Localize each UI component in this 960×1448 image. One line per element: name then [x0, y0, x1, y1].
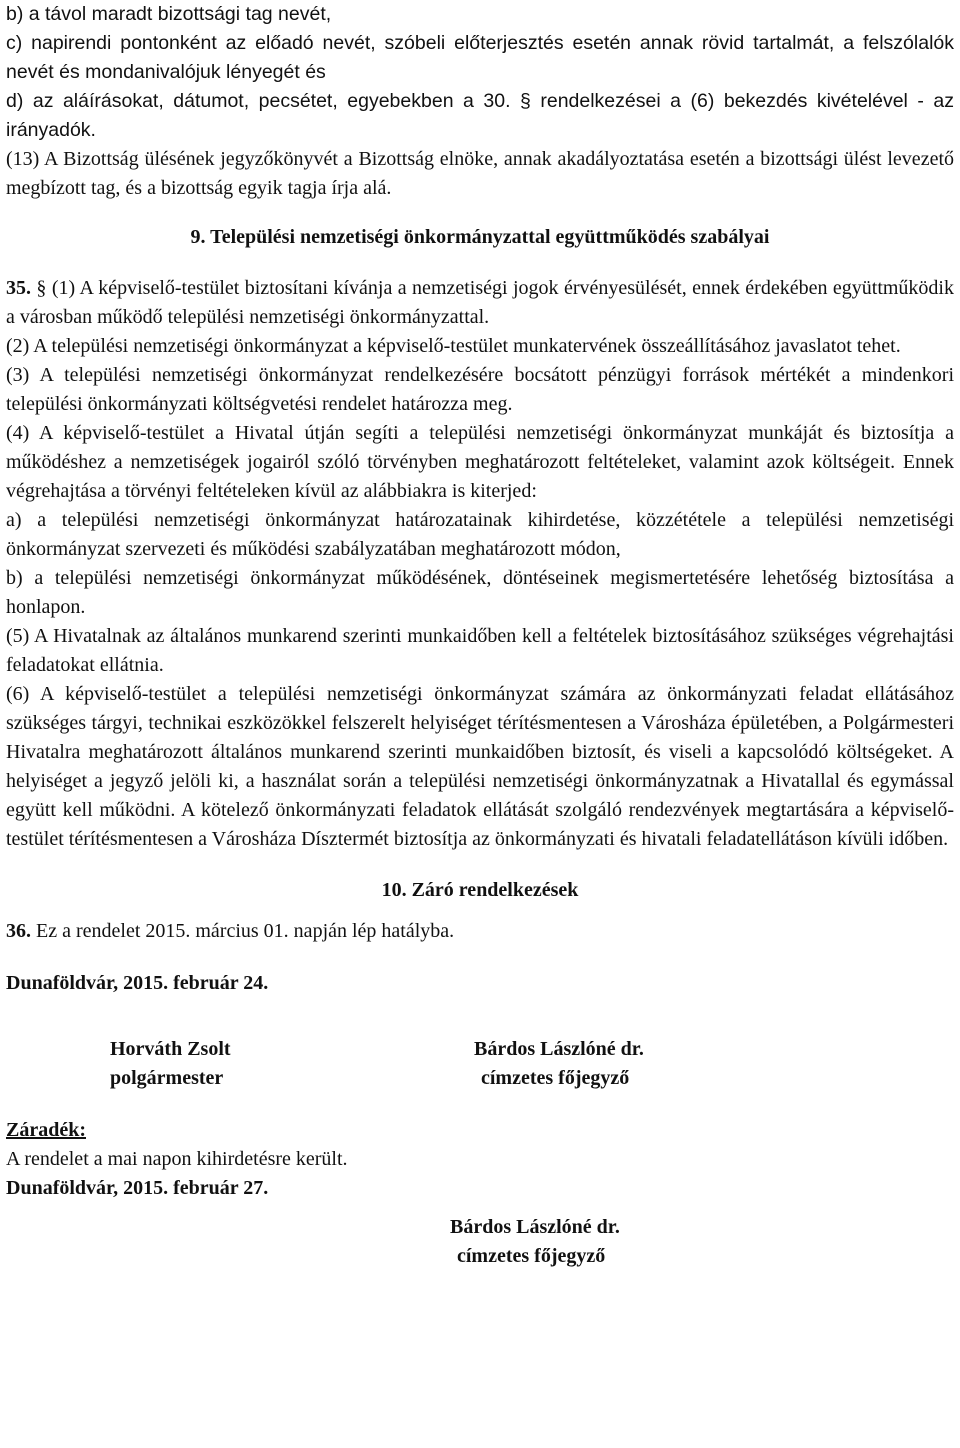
clause-signer-name: Bárdos Lászlóné dr.	[450, 1216, 620, 1238]
clause-heading-line	[6, 1116, 954, 1145]
paragraph-35-4: (4) A képviselő-testület a Hivatal útján segíti a települési nemzetiségi önkormányzat munkáját és biztosítja a működéshez a nemzetiségek jogairól szóló törvényben meghatározott feltételeket, valamint azok költségeit. Ennek végrehajtása a törvényi feltételeken kívül az alábbiakra is kiterjed:	[6, 422, 954, 502]
item-b: b) a távol maradt bizottsági tag nevét,	[6, 3, 332, 25]
place-date: Dunaföldvár, 2015. február 24.	[6, 972, 269, 994]
clause-text: A rendelet a mai napon kihirdetésre került.	[6, 1148, 348, 1170]
item-d: d) az aláírásokat, dátumot, pecsétet, egyebekben a 30. § rendelkezései a (6) bekezdés kivételével - az irányadók.	[6, 90, 954, 141]
paragraph-35-4-b: b) a települési nemzetiségi önkormányzat működésének, döntéseinek megismertetésére lehetőség biztosítása a honlapon.	[6, 567, 954, 618]
clause-signer	[450, 1213, 620, 1271]
clause-label: Záradék:	[6, 1119, 86, 1141]
signature-mayor	[110, 1035, 231, 1093]
paragraph-36-text: Ez a rendelet 2015. március 01. napján lép hatályba.	[36, 920, 455, 942]
mayor-title: polgármester	[110, 1067, 224, 1089]
paragraph-36-number: 36.	[6, 920, 31, 942]
paragraph-36	[6, 917, 954, 946]
paragraph-35-1	[6, 274, 954, 332]
signature-block	[6, 1035, 954, 1095]
item-c: c) napirendi pontonként az előadó nevét, szóbeli előterjesztés esetén annak rövid tartalmát, a felszólalók nevét és mondanivalójuk lényegét és	[6, 32, 954, 83]
paragraph-35-6: (6) A képviselő-testület a települési nemzetiségi önkormányzat számára az önkormányzati feladat ellátásához szükséges tárgyi, technikai eszközökkel felszerelt helyiséget térítésmentesen a Városháza épületében, a Polgármesteri Hivatalra meghatározott általános munkarend szerinti munkaidőben biztosít, és viseli a kapcsolódó költségeket. A helyiséget a jegyző jelöli ki, a használat során a települési nemzetiségi önkormányzatnak a Hivatallal és egymással együtt kell működni. A kötelező önkormányzati feladatok ellátását szolgáló rendezvények megtartására a képviselő-testület térítésmentesen a Városháza Dísztermét biztosítja az önkormányzati és hivatali feladatellátáson kívüli időben.	[6, 683, 954, 850]
clause-signer-title: címzetes főjegyző	[457, 1245, 606, 1267]
clause-place-date: Dunaföldvár, 2015. február 27.	[6, 1177, 269, 1199]
paragraph-35-number: 35.	[6, 277, 31, 299]
signature-notary	[474, 1035, 644, 1093]
notary-name: Bárdos Lászlóné dr.	[474, 1038, 644, 1060]
section-9-heading: 9. Települési nemzetiségi önkormányzattal együttműködés szabályai	[190, 226, 770, 248]
paragraph-35-2: (2) A települési nemzetiségi önkormányzat a képviselő-testület munkatervének összeállításához javaslatot tehet.	[6, 335, 901, 357]
document-page	[6, 0, 954, 1273]
paragraph-35-4-a: a) a települési nemzetiségi önkormányzat határozatainak kihirdetése, közzététele a települési nemzetiségi önkormányzat szervezeti és működési szabályzatában meghatározott módon,	[6, 509, 954, 560]
mayor-name: Horváth Zsolt	[110, 1038, 231, 1060]
paragraph-35-1-text: § (1) A képviselő-testület biztosítani kívánja a nemzetiségi jogok érvényesülését, ennek érdekében együttműködik a városban működő települési nemzetiségi önkormányzattal.	[6, 277, 954, 328]
notary-title: címzetes főjegyző	[481, 1067, 630, 1089]
clause-signature	[6, 1213, 954, 1273]
paragraph-35-5: (5) A Hivatalnak az általános munkarend szerinti munkaidőben kell a feltételek biztosításához szükséges végrehajtási feladatokat ellátnia.	[6, 625, 954, 676]
paragraph-35-3: (3) A települési nemzetiségi önkormányzat rendelkezésére bocsátott pénzügyi források mértékét a mindenkori települési önkormányzati költségvetési rendelet határozza meg.	[6, 364, 954, 415]
paragraph-13: (13) A Bizottság ülésének jegyzőkönyvét a Bizottság elnöke, annak akadályoztatása esetén a bizottsági ülést levezető megbízott tag, és a bizottság egyik tagja írja alá.	[6, 148, 954, 199]
section-10-heading: 10. Záró rendelkezések	[381, 879, 579, 901]
